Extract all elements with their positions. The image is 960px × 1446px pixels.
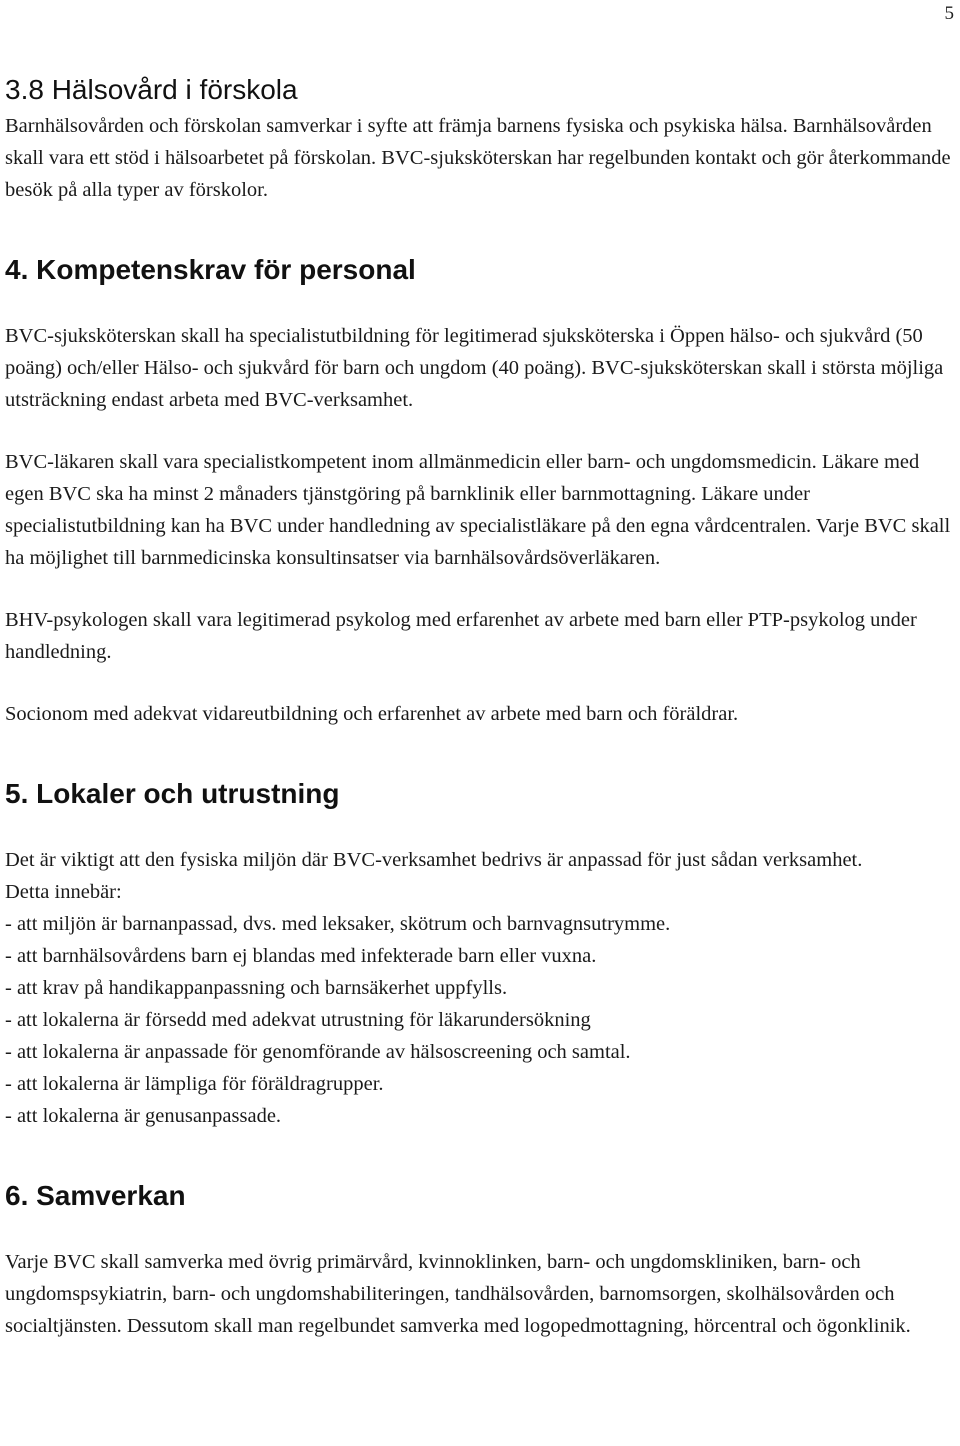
heading-samverkan: 6. Samverkan: [5, 1180, 186, 1211]
paragraph-halsovard-forskola: Barnhälsovården och förskolan samverkar i syfte att främja barnens fysiska och psykiska hälsa. Barnhälsovården skall vara ett stöd i hälsoarbetet på förskolan. BVC-sjuksköterskan har regelbunden kontakt och gör återkommande besök på alla typer av förskolor.: [5, 115, 951, 201]
heading-3-8: 3.8 Hälsovård i förskola: [5, 74, 298, 105]
heading-lokaler: 5. Lokaler och utrustning: [5, 778, 340, 809]
heading-kompetenskrav: 4. Kompetenskrav för personal: [5, 254, 416, 285]
paragraph-bvc-lakaren: BVC-läkaren skall vara specialistkompetent inom allmänmedicin eller barn- och ungdomsmedicin. Läkare med egen BVC ska ha minst 2 månaders tjänstgöring på barnklinik eller barnmottagning. Läkare under specialistutbildning kan ha BVC under handledning av specialistläkare på den egna vårdcentralen. Varje BVC skall ha möjlighet till barnmedicinska konsultinsatser via barnhälsovårdsöverläkaren.: [5, 451, 951, 569]
list-item: - att lokalerna är lämpliga för föräldragrupper.: [5, 1073, 384, 1095]
requirements-list: [5, 908, 960, 1132]
list-item: - att lokalerna är försedd med adekvat utrustning för läkarundersökning: [5, 1009, 591, 1031]
list-item: - att lokalerna är anpassade för genomförande av hälsoscreening och samtal.: [5, 1041, 631, 1063]
paragraph-socionom: Socionom med adekvat vidareutbildning och erfarenhet av arbete med barn och föräldrar.: [5, 703, 739, 725]
paragraph-samverkan: Varje BVC skall samverka med övrig primärvård, kvinnoklinken, barn- och ungdomskliniken, barn- och ungdomspsykiatrin, barn- och ungdomshabiliteringen, tandhälsovården, barnomsorgen, skolhälsovården och socialtjänsten. Dessutom skall man regelbundet samverka med logopedmottagning, hörcentral och ögonklinik.: [5, 1251, 911, 1337]
document-body: [5, 70, 960, 1342]
page-number: 5: [944, 3, 954, 24]
paragraph-lokaler-intro: Det är viktigt att den fysiska miljön där BVC-verksamhet bedrivs är anpassad för just sådan verksamhet.: [5, 849, 863, 871]
list-item: - att krav på handikappanpassning och barnsäkerhet uppfylls.: [5, 977, 508, 999]
list-intro: Detta innebär:: [5, 881, 122, 903]
list-item: - att miljön är barnanpassad, dvs. med leksaker, skötrum och barnvagnsutrymme.: [5, 913, 671, 935]
paragraph-bvc-sjukskoterskan: BVC-sjuksköterskan skall ha specialistutbildning för legitimerad sjuksköterska i Öppen hälso- och sjukvård (50 poäng) och/eller Hälso- och sjukvård för barn och ungdom (40 poäng). BVC-sjuksköterskan skall i största möjliga utsträckning endast arbeta med BVC-verksamhet.: [5, 325, 944, 411]
paragraph-bhv-psykologen: BHV-psykologen skall vara legitimerad psykolog med erfarenhet av arbete med barn eller PTP-psykolog under handledning.: [5, 609, 917, 663]
list-item: - att lokalerna är genusanpassade.: [5, 1105, 282, 1127]
list-item: - att barnhälsovårdens barn ej blandas med infekterade barn eller vuxna.: [5, 945, 597, 967]
